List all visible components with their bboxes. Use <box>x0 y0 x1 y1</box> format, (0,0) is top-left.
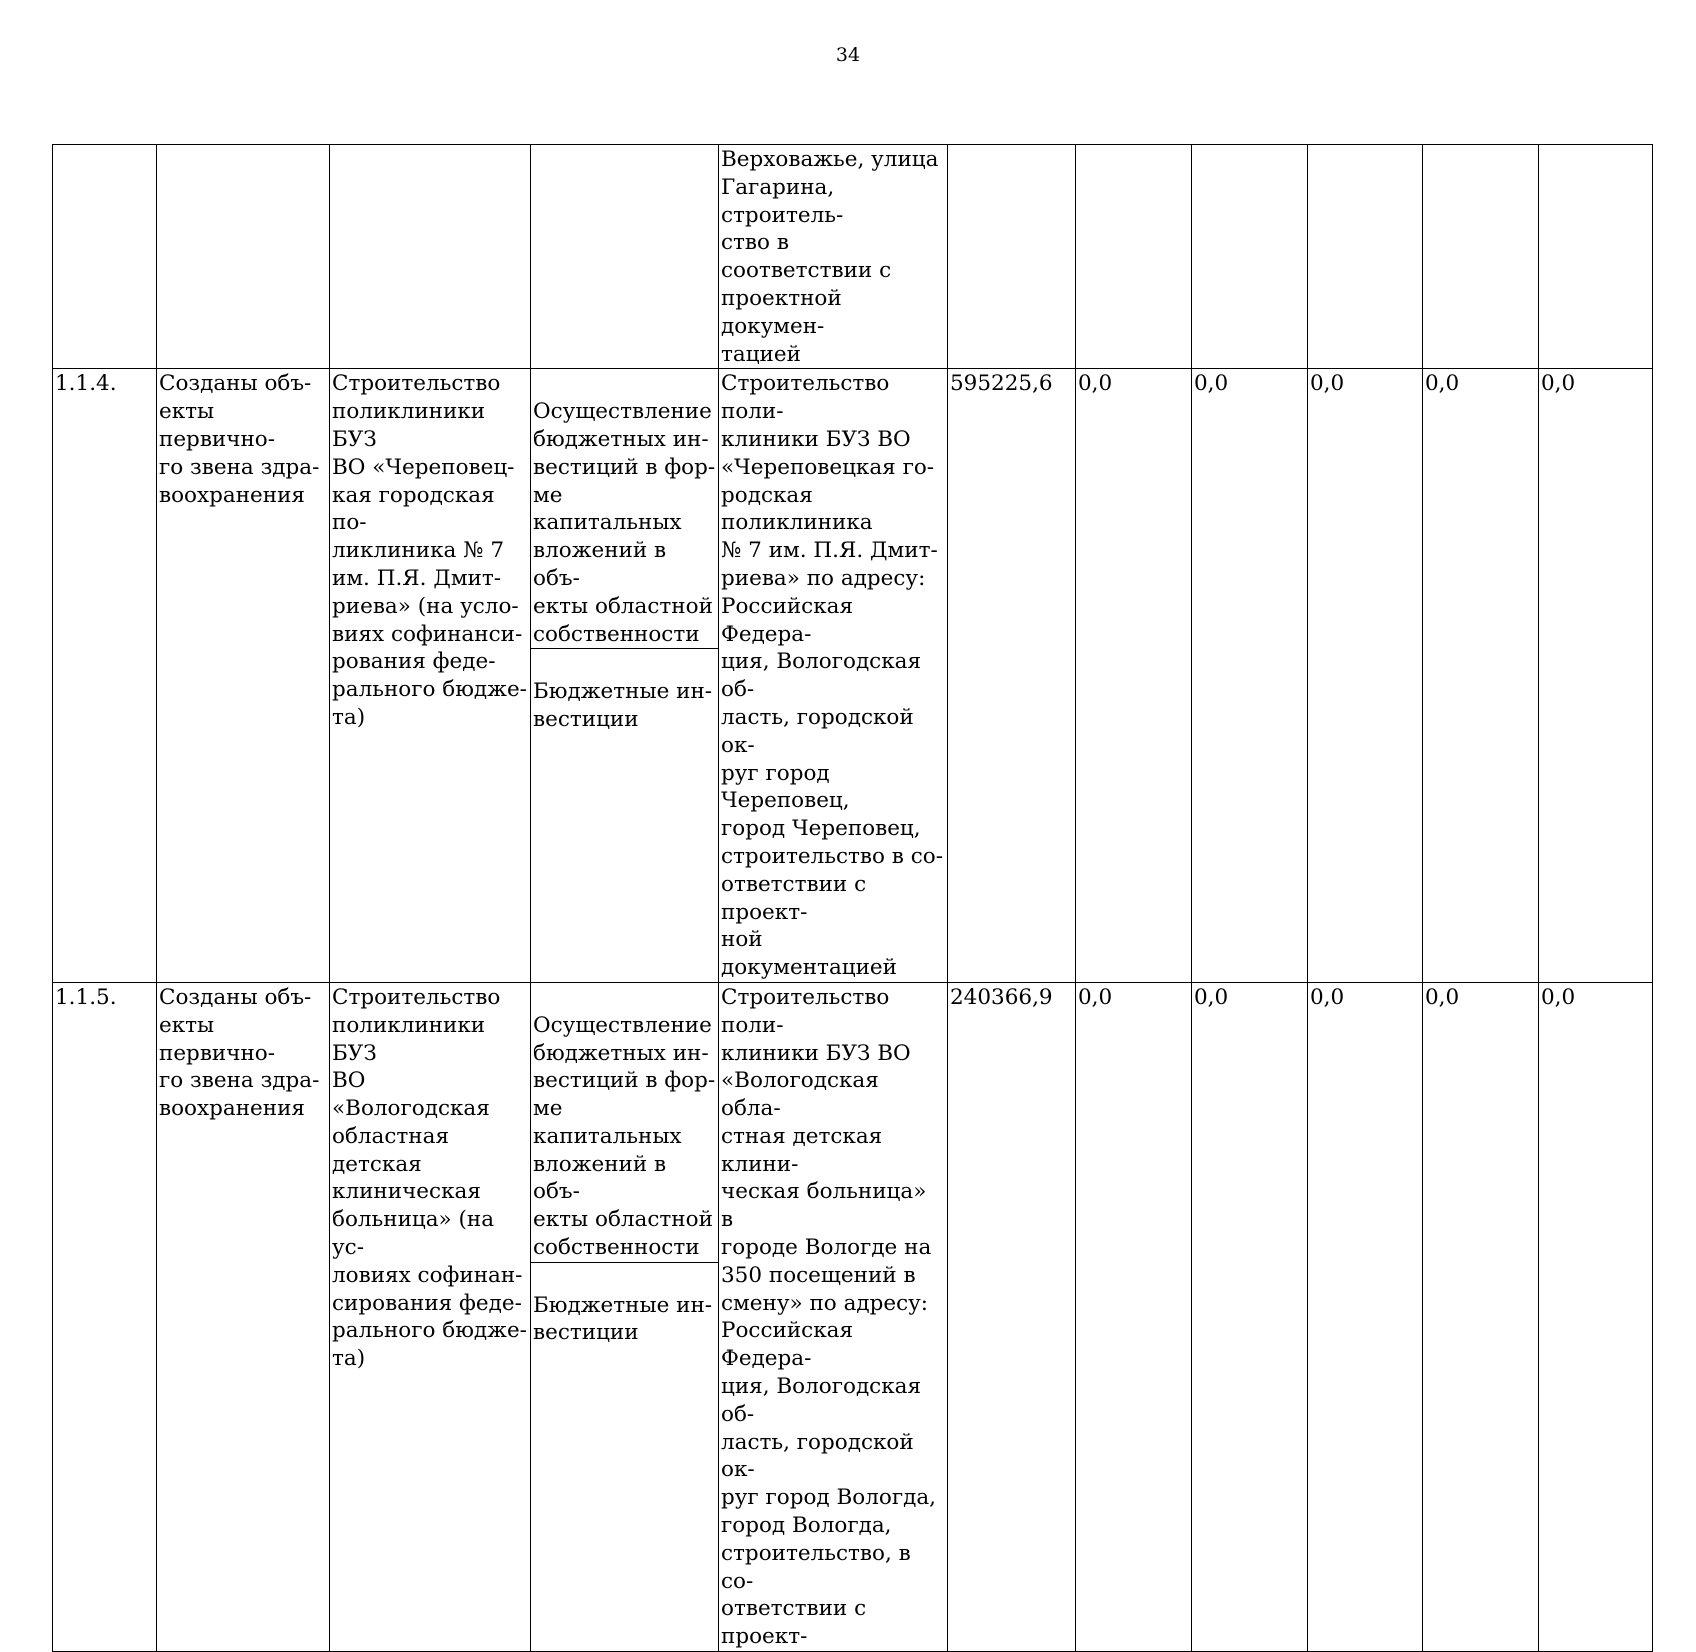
table-row <box>53 145 1653 369</box>
result-cell <box>157 145 330 369</box>
investment-type-text: Бюджетные ин- вестиции <box>533 1292 713 1346</box>
value-cell: 0,0 <box>1539 369 1653 983</box>
measure-type-text: Осуществление бюджетных ин- вестиций в фор- ме капитальных вложений в объ- екты областной собственности <box>531 397 718 649</box>
table-row <box>53 369 1653 983</box>
value-cell: 0,0 <box>1308 982 1423 1651</box>
description-cell: Строительство поли- клиники БУЗ ВО «Череповецкая го- родская поликлиника № 7 им. П.Я. Дмит- риева» по адресу: Российская Федера- ция, Вологодская об- ласть, городской ок- руг город Череповец, город Череповец, строительство в со- ответствии с проект- ной документацией <box>719 369 948 983</box>
value-cell <box>948 145 1076 369</box>
row-number: 1.1.4. <box>53 369 157 983</box>
program-measures-table <box>52 144 1653 1652</box>
value-cell <box>1192 145 1308 369</box>
value-cell <box>1076 145 1192 369</box>
page-number: 34 <box>835 44 861 66</box>
measure-type-cell <box>531 145 719 369</box>
value-cell: 595225,6 <box>948 369 1076 983</box>
value-cell: 0,0 <box>1423 982 1539 1651</box>
value-cell: 240366,9 <box>948 982 1076 1651</box>
value-cell: 0,0 <box>1192 369 1308 983</box>
value-cell: 0,0 <box>1076 982 1192 1651</box>
measure-type-cell <box>531 982 719 1651</box>
result-cell: Созданы объ- екты первично- го звена здра- воохранения <box>157 369 330 983</box>
measure-type-text: Осуществление бюджетных ин- вестиций в фор- ме капитальных вложений в объ- екты областной собственности <box>531 1011 718 1263</box>
investment-type-text: Бюджетные ин- вестиции <box>533 679 713 732</box>
row-number <box>53 145 157 369</box>
measure-cell <box>330 145 531 369</box>
description-cell: Верховажье, улица Гагарина, строитель- ство в соответствии с проектной докумен- тацией <box>719 145 948 369</box>
value-cell <box>1308 145 1423 369</box>
value-cell: 0,0 <box>1076 369 1192 983</box>
value-cell <box>1539 145 1653 369</box>
value-cell: 0,0 <box>1539 982 1653 1651</box>
row-number: 1.1.5. <box>53 982 157 1651</box>
measure-cell: Строительство поликлиники БУЗ ВО «Вологодская областная детская клиническая больница» (на ус- ловиях софинан- сирования феде- рального бюдже- та) <box>330 982 531 1651</box>
value-cell: 0,0 <box>1423 369 1539 983</box>
measure-cell: Строительство поликлиники БУЗ ВО «Череповец- кая городская по- ликлиника № 7 им. П.Я. Дмит- риева» (на усло- виях софинанси- рования феде- рального бюдже- та) <box>330 369 531 983</box>
description-cell: Строительство поли- клиники БУЗ ВО «Вологодская обла- стная детская клини- ческая больница» в городе Вологде на 350 посещений в смену» по адресу: Российская Федера- ция, Вологодская об- ласть, городской ок- руг город Вологда, город Вологда, строительство, в со- ответствии с проект- <box>719 982 948 1651</box>
value-cell: 0,0 <box>1308 369 1423 983</box>
result-cell: Созданы объ- екты первично- го звена здра- воохранения <box>157 982 330 1651</box>
measure-type-cell <box>531 369 719 983</box>
value-cell: 0,0 <box>1192 982 1308 1651</box>
value-cell <box>1423 145 1539 369</box>
table-row <box>53 982 1653 1651</box>
